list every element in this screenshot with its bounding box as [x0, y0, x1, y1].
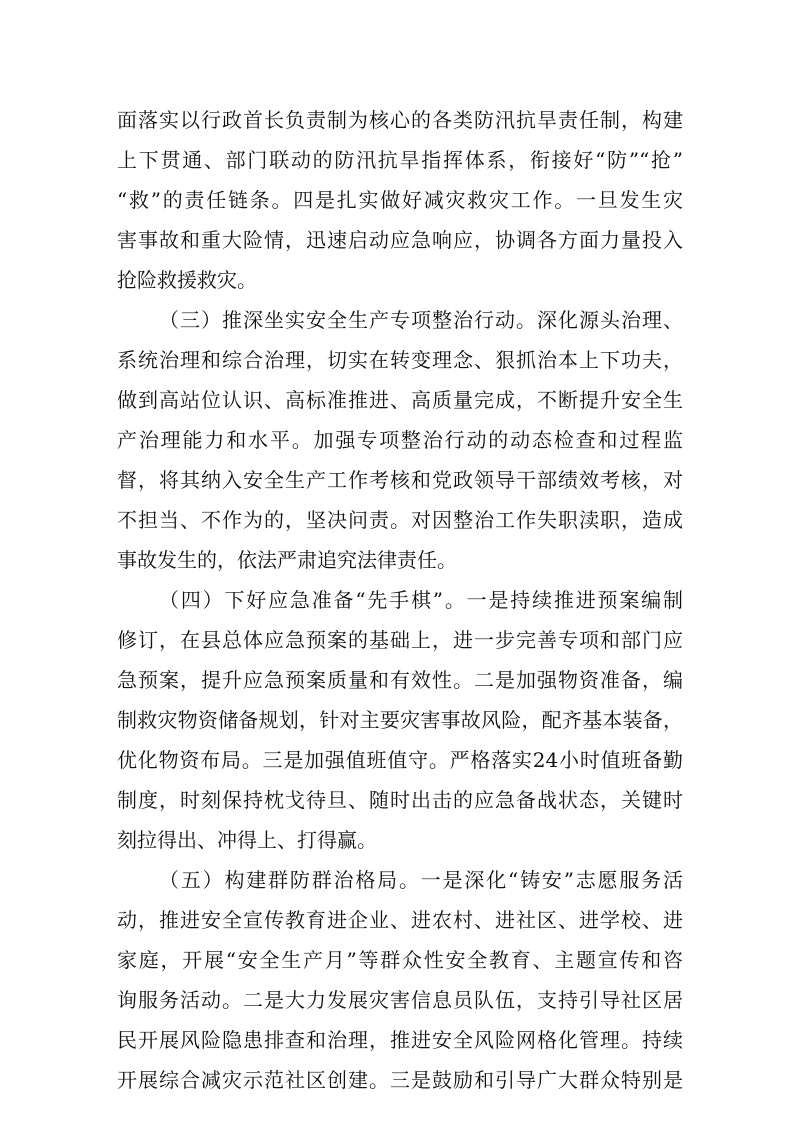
text-line: 修订，在县总体应急预案的基础上，进一步完善专项和部门应 — [117, 628, 683, 652]
text-line: 面落实以行政首长负责制为核心的各类防汛抗旱责任制，构建 — [117, 108, 683, 132]
section-heading-line: （三）推深坐实安全生产专项整治行动。深化源头治理、 — [159, 308, 683, 332]
text-line: 系统治理和综合治理，切实在转变理念、狠抓治本上下功夫， — [117, 348, 683, 372]
text-line: 急预案，提升应急预案质量和有效性。二是加强物资准备，编 — [117, 668, 683, 692]
paragraph-section-4 — [117, 580, 683, 860]
text-line: “救”的责任链条。四是扎实做好减灾救灾工作。一旦发生灾 — [117, 188, 683, 212]
section-heading-line: （五）构建群防群治格局。一是深化“铸安”志愿服务活 — [159, 868, 683, 892]
text-line: 刻拉得出、冲得上、打得赢。 — [117, 828, 377, 852]
text-line: 家庭，开展“安全生产月”等群众性安全教育、主题宣传和咨 — [117, 948, 683, 972]
text-line: 做到高站位认识、高标准推进、高质量完成，不断提升安全生 — [117, 388, 683, 412]
section-heading-line: （四）下好应急准备“先手棋”。一是持续推进预案编制 — [159, 588, 683, 612]
paragraph-section-5 — [117, 860, 683, 1100]
text-line: 督，将其纳入安全生产工作考核和党政领导干部绩效考核，对 — [117, 468, 683, 492]
text-line: 产治理能力和水平。加强专项整治行动的动态检查和过程监 — [117, 428, 683, 452]
text-line: 制救灾物资储备规划，针对主要灾害事故风险，配齐基本装备， — [117, 708, 683, 732]
paragraph-section-3 — [117, 300, 683, 580]
text-line: 不担当、不作为的，坚决问责。对因整治工作失职渎职，造成 — [117, 508, 683, 532]
text-line: 制度，时刻保持枕戈待旦、随时出击的应急备战状态，关键时 — [117, 788, 683, 812]
paragraph-continued — [117, 100, 683, 300]
text-line: 上下贯通、部门联动的防汛抗旱指挥体系，衔接好“防”“抢” — [117, 148, 683, 172]
text-line: 优化物资布局。三是加强值班值守。严格落实24小时值班备勤 — [117, 748, 683, 772]
text-line: 询服务活动。二是大力发展灾害信息员队伍，支持引导社区居 — [117, 988, 683, 1012]
body-text — [117, 100, 683, 1100]
text-line: 事故发生的，依法严肃追究法律责任。 — [117, 548, 457, 572]
text-line: 抢险救援救灾。 — [117, 268, 257, 292]
text-line: 害事故和重大险情，迅速启动应急响应，协调各方面力量投入 — [117, 228, 683, 252]
text-line: 民开展风险隐患排查和治理，推进安全风险网格化管理。持续 — [117, 1028, 683, 1052]
text-line: 动，推进安全宣传教育进企业、进农村、进社区、进学校、进 — [117, 908, 683, 932]
text-line: 开展综合减灾示范社区创建。三是鼓励和引导广大群众特别是 — [117, 1068, 683, 1092]
